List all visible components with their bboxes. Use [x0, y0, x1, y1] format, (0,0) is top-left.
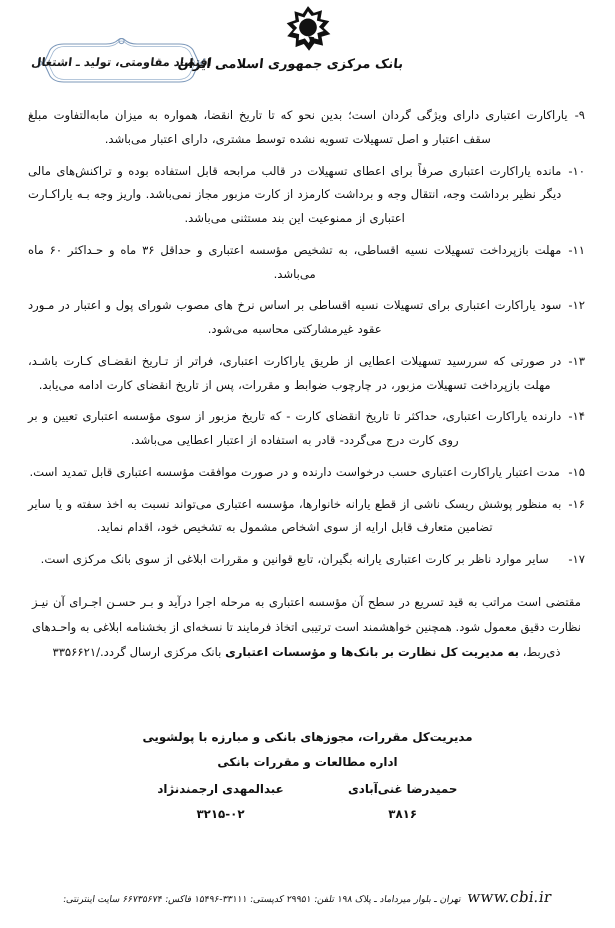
clause-text: سایر موارد ناظر بر کارت اعتباری یارانه بگیران، تابع قوانین و مقررات ابلاغی از سوی بانک مرکزی است.: [40, 552, 549, 567]
clause-item: [28, 104, 585, 152]
clause-number: ۱۷-: [568, 552, 585, 567]
clause-text: مانده یاراکارت اعتباری صرفاً برای اعطای تسهیلات در قالب مرابحه قابل استفاده بوده و تراکنش‌های مالی دیگر نظیر برداشت وجه، انتقال وجه و برداشت کارمزد از کارت مزبور مجاز نمی‌باشد. واریز وجه بـه یاراکـارت اعتباری از ممنوعیت این بند مستثنی می‌باشد.: [28, 163, 562, 226]
document-body: [28, 104, 585, 669]
signature-block: [0, 730, 615, 821]
clause-text: مدت اعتبار یاراکارت اعتباری حسب درخواست دارنده و در صورت موافقت مؤسسه اعتباری قابل تمدید است.: [29, 464, 560, 479]
signature-names-row: [0, 782, 615, 821]
footer-contact-line: [0, 888, 615, 906]
clause-item: [28, 160, 585, 231]
clause-item: [28, 461, 585, 485]
clause-number: ۱۱-: [568, 242, 585, 257]
clause-number: ۱۰-: [568, 163, 585, 178]
clause-item: [28, 493, 585, 541]
signature-department-line-2: اداره مطالعات و مقررات بانکی: [217, 755, 398, 769]
clause-number: ۱۵-: [568, 464, 585, 479]
slogan-text: اقتصاد مقاومتی، تولید ـ اشتغال: [30, 55, 213, 69]
clause-text: به منظور پوشش ریسک ناشی از قطع یارانه خانوارها، مؤسسه اعتباری می‌تواند نسبت به اخذ سفته و یا سایر تضامین متعارف قابل ارایه از سوی اشخاص مشمول به تشخیص خود، اقدام نماید.: [28, 496, 562, 535]
clause-text: یاراکارت اعتباری دارای ویژگی گردان است؛ بدین نحو که تا تاریخ انقضا، همواره به میزان مابه‌التفاوت مبلغ سقف اعتبار و اصل تسهیلات تسویه نشده توسط مشتری، دارای اعتبار می‌باشد.: [28, 108, 568, 146]
clause-number: ۱۲-: [568, 298, 585, 313]
signature-department-line-1: مدیریت‌کل مقررات، مجوزهای بانکی و مبارزه با پولشویی: [142, 730, 473, 744]
clause-number: ۱۴-: [568, 409, 585, 424]
signatory: [348, 782, 458, 821]
closing-paragraph: [28, 590, 585, 665]
signatory-name: حمیدرضا غنی‌آبادی: [347, 782, 458, 796]
page-footer: [0, 888, 615, 922]
closing-part-1: مقتضی است مراتب به قید تسریع در سطح آن مؤسسه اعتباری به مرحله اجرا درآید و بـر حسـن اجـرای آن نیـز نظارت دقیق معمول شود. همچنین خواهشمند است ترتیبی اتخاذ فرمایند تا نسخه‌ای از بخشنامه ابلاغی به واحـدهای ذی‌ربط،: [32, 595, 581, 659]
bank-name-label: بانک مرکزی جمهوری اسلامی ایران: [176, 57, 404, 72]
clause-text: دارنده یاراکارت اعتباری، حداکثر تا تاریخ انقضای کارت - که تاریخ مزبور از سوی مؤسسه اعتباری تعیین و بر روی کارت درج می‌گردد- قادر به استفاده از اعتبار اعطایی می‌باشد.: [28, 409, 562, 448]
clause-item: [28, 239, 585, 287]
website-url[interactable]: www.cbi.ir: [466, 888, 553, 906]
signatory-code: ۳۲۱۵-۰۲: [196, 807, 245, 821]
clause-text: در صورتی که سررسید تسهیلات اعطایی از طریق یاراکارت اعتباری، فراتر از تـاریخ انقضـای کـارت باشـد، مهلت بازپرداخت تسهیلات مزبور، در چارچوب ضوابط و مقررات، پس از تاریخ انقضای کارت ادامه می‌یابد.: [28, 353, 562, 392]
signatory-name: عبدالمهدی ارجمندنژاد: [157, 782, 284, 796]
signatory: [157, 782, 283, 821]
page-header: [0, 0, 615, 100]
central-bank-logo-block: [176, 4, 404, 72]
closing-bold-reference: به مدیریت کل نظارت بر بانک‌ها و مؤسسات اعتباری: [225, 644, 520, 659]
clause-number: ۱۳-: [568, 353, 585, 368]
clause-item: [28, 350, 585, 398]
closing-part-2: بانک مرکزی ارسال گردد./۳۳۵۶۶۲۱: [52, 644, 226, 659]
clause-item: [28, 405, 585, 453]
footer-address: تهران ـ بلوار میرداماد ـ پلاک ۱۹۸ تلفن: ۲۹۹۵۱ کدپستی: ۳۳۱۱۱-۱۵۴۹۶ فاکس: ۶۶۷۳۵۶۷۴ سایت اینترنتی:: [62, 894, 462, 905]
clause-item: [28, 294, 585, 342]
clause-text: مهلت بازپرداخت تسهیلات نسیه اقساطی، به تشخیص مؤسسه اعتباری و حداقل ۳۶ ماه و حـداکثر ۶۰ ماه می‌باشد.: [28, 242, 562, 281]
clause-item: [28, 548, 585, 572]
clause-number: ۹-: [574, 108, 585, 122]
clause-text: سود یاراکارت اعتباری برای تسهیلات نسیه اقساطی بر اساس نرخ های مصوب شورای پول و اعتبار در مـورد عقود غیرمشارکتی محاسبه می‌شود.: [28, 298, 562, 337]
signatory-code: ۳۸۱۶: [388, 807, 418, 821]
cbi-starburst-emblem-icon: [282, 4, 334, 56]
clause-number: ۱۶-: [568, 496, 585, 511]
